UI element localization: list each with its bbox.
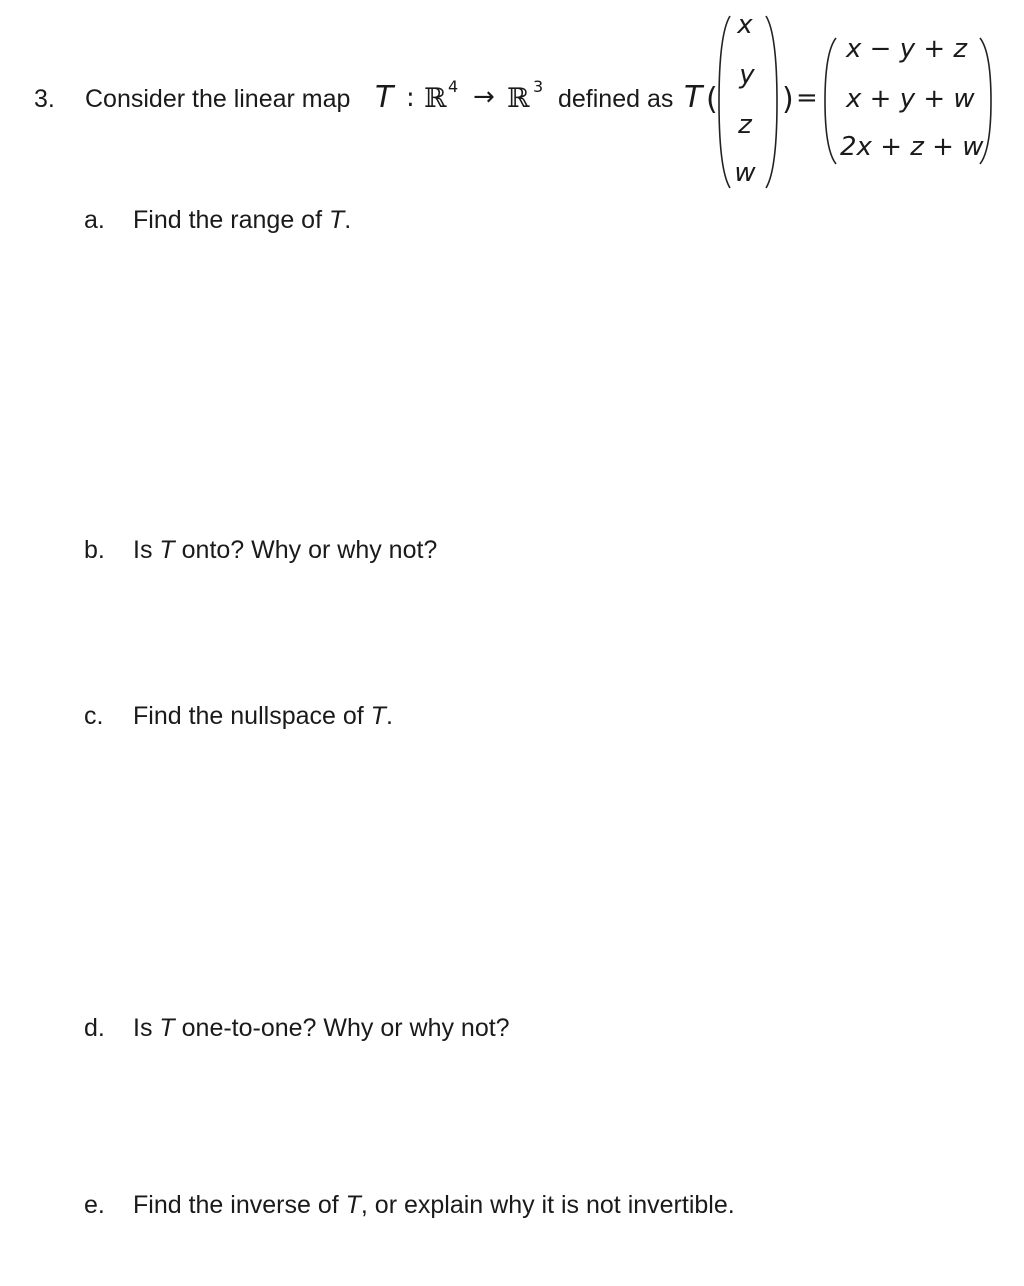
input-entry-w: w <box>734 158 756 188</box>
subquestion-a-after: . <box>344 206 352 234</box>
defined-as-text: defined as <box>558 85 674 113</box>
map-symbol-application: T <box>684 80 703 115</box>
subquestion-d-var: T <box>159 1014 175 1042</box>
subquestion-c-label: c. <box>84 702 104 730</box>
subquestion-e-label: e. <box>84 1191 105 1219</box>
subquestion-d-label: d. <box>84 1014 105 1042</box>
subquestion-e-var: T <box>345 1191 361 1219</box>
subquestion-d-after: one-to-one? Why or why not? <box>174 1014 510 1042</box>
domain-space: ℝ <box>424 83 447 114</box>
problem-number: 3. <box>34 85 55 113</box>
subquestion-b-label: b. <box>84 536 105 564</box>
codomain-dimension: 3 <box>533 77 544 96</box>
output-entry-2: x + y + w <box>846 84 975 114</box>
output-entry-1: x − y + z <box>846 34 968 64</box>
open-parenthesis: ( <box>706 82 718 117</box>
subquestion-a-label: a. <box>84 206 105 234</box>
output-vector-left-bracket <box>824 36 838 166</box>
input-entry-y: y <box>739 60 755 90</box>
equals-sign: = <box>796 83 818 113</box>
subquestion-e-after: , or explain why it is not invertible. <box>360 1191 735 1219</box>
input-vector-right-bracket <box>764 14 778 190</box>
problem-statement: Consider the linear map <box>85 85 351 113</box>
subquestion-c-var: T <box>370 702 386 730</box>
codomain-space: ℝ <box>507 83 530 114</box>
subquestion-e-before: Find the inverse of <box>133 1191 346 1219</box>
subquestion-b-after: onto? Why or why not? <box>174 536 438 564</box>
subquestion-c-text <box>133 702 393 731</box>
arrow-icon: → <box>473 82 495 112</box>
subquestion-e-text <box>133 1191 735 1220</box>
subquestion-c-before: Find the nullspace of <box>133 702 371 730</box>
output-entry-3: 2x + z + w <box>840 132 984 162</box>
subquestion-a-text <box>133 206 351 235</box>
subquestion-a-before: Find the range of <box>133 206 329 234</box>
input-entry-x: x <box>737 10 753 40</box>
subquestion-b-text <box>133 536 437 565</box>
subquestion-b-before: Is <box>133 536 160 564</box>
subquestion-b-var: T <box>159 536 175 564</box>
colon-symbol: : <box>406 83 415 113</box>
subquestion-d-before: Is <box>133 1014 160 1042</box>
subquestion-c-after: . <box>385 702 393 730</box>
domain-dimension: 4 <box>448 77 459 96</box>
subquestion-a-var: T <box>328 206 345 234</box>
subquestion-d-text <box>133 1014 510 1043</box>
close-parenthesis: ) <box>782 82 794 117</box>
input-entry-z: z <box>738 110 752 140</box>
map-symbol: T <box>375 80 394 115</box>
